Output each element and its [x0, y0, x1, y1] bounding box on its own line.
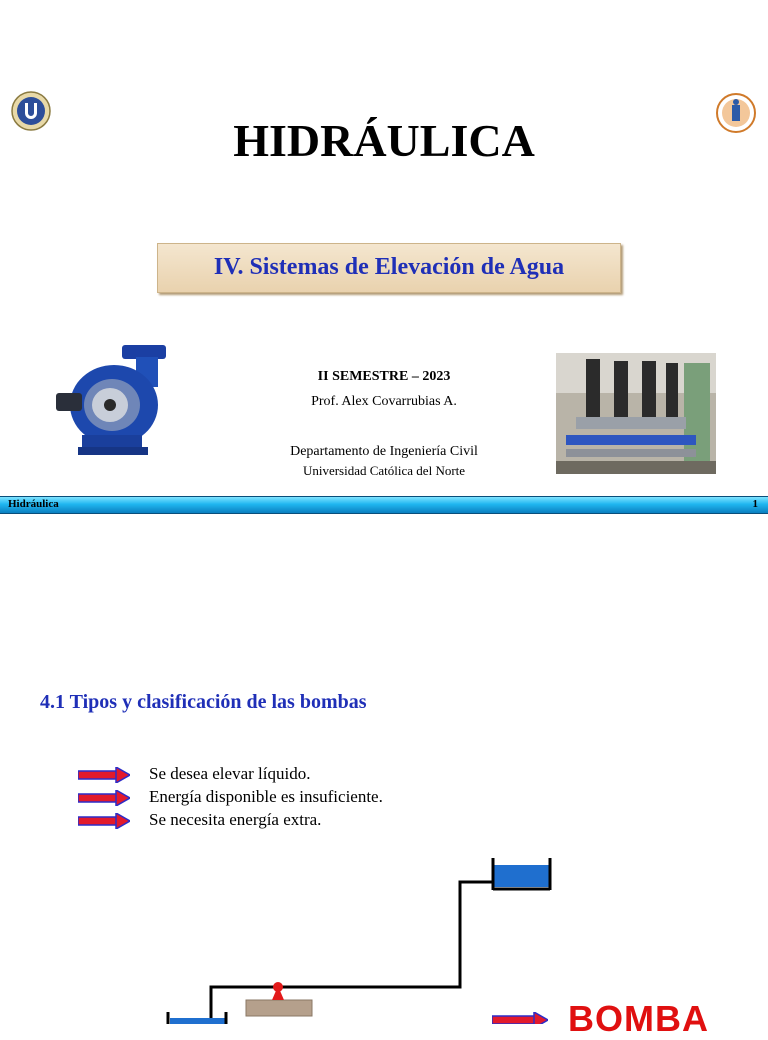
centrifugal-pump-image — [52, 343, 168, 463]
semester-label: II SEMESTRE – 2023 — [317, 369, 451, 384]
bomba-label: BOMBA — [568, 998, 709, 1039]
professor-name: Prof. Alex Covarrubias A. — [311, 394, 457, 409]
right-arrow-icon — [492, 1012, 548, 1024]
section-title: 4.1 Tipos y clasificación de las bombas — [40, 691, 367, 713]
bullet-item — [78, 764, 478, 786]
footer-bar — [0, 496, 768, 514]
footer-page-number: 1 — [752, 498, 758, 510]
right-arrow-icon — [78, 813, 130, 829]
department-name: Departamento de Ingeniería Civil — [290, 444, 478, 459]
lower-tank-water — [170, 1018, 225, 1024]
bullet-text: Energía disponible es insuficiente. — [149, 787, 383, 806]
bullet-text: Se necesita energía extra. — [149, 810, 322, 829]
footer-course-label: Hidráulica — [8, 498, 59, 510]
subtitle-banner — [157, 243, 621, 293]
right-arrow-icon — [78, 790, 130, 806]
university-name: Universidad Católica del Norte — [302, 463, 466, 478]
bullet-item — [78, 810, 478, 832]
bullet-item — [78, 787, 478, 809]
pump-base — [246, 1000, 312, 1016]
pumping-system-diagram — [150, 850, 570, 1024]
right-arrow-icon — [78, 767, 130, 783]
subtitle-text: IV. Sistemas de Elevación de Agua — [213, 254, 565, 280]
upper-tank-water — [494, 865, 549, 887]
presentation-title: HIDRÁULICA — [233, 115, 535, 166]
bullet-text: Se desea elevar líquido. — [149, 764, 311, 783]
pump-station-photo — [556, 353, 716, 474]
